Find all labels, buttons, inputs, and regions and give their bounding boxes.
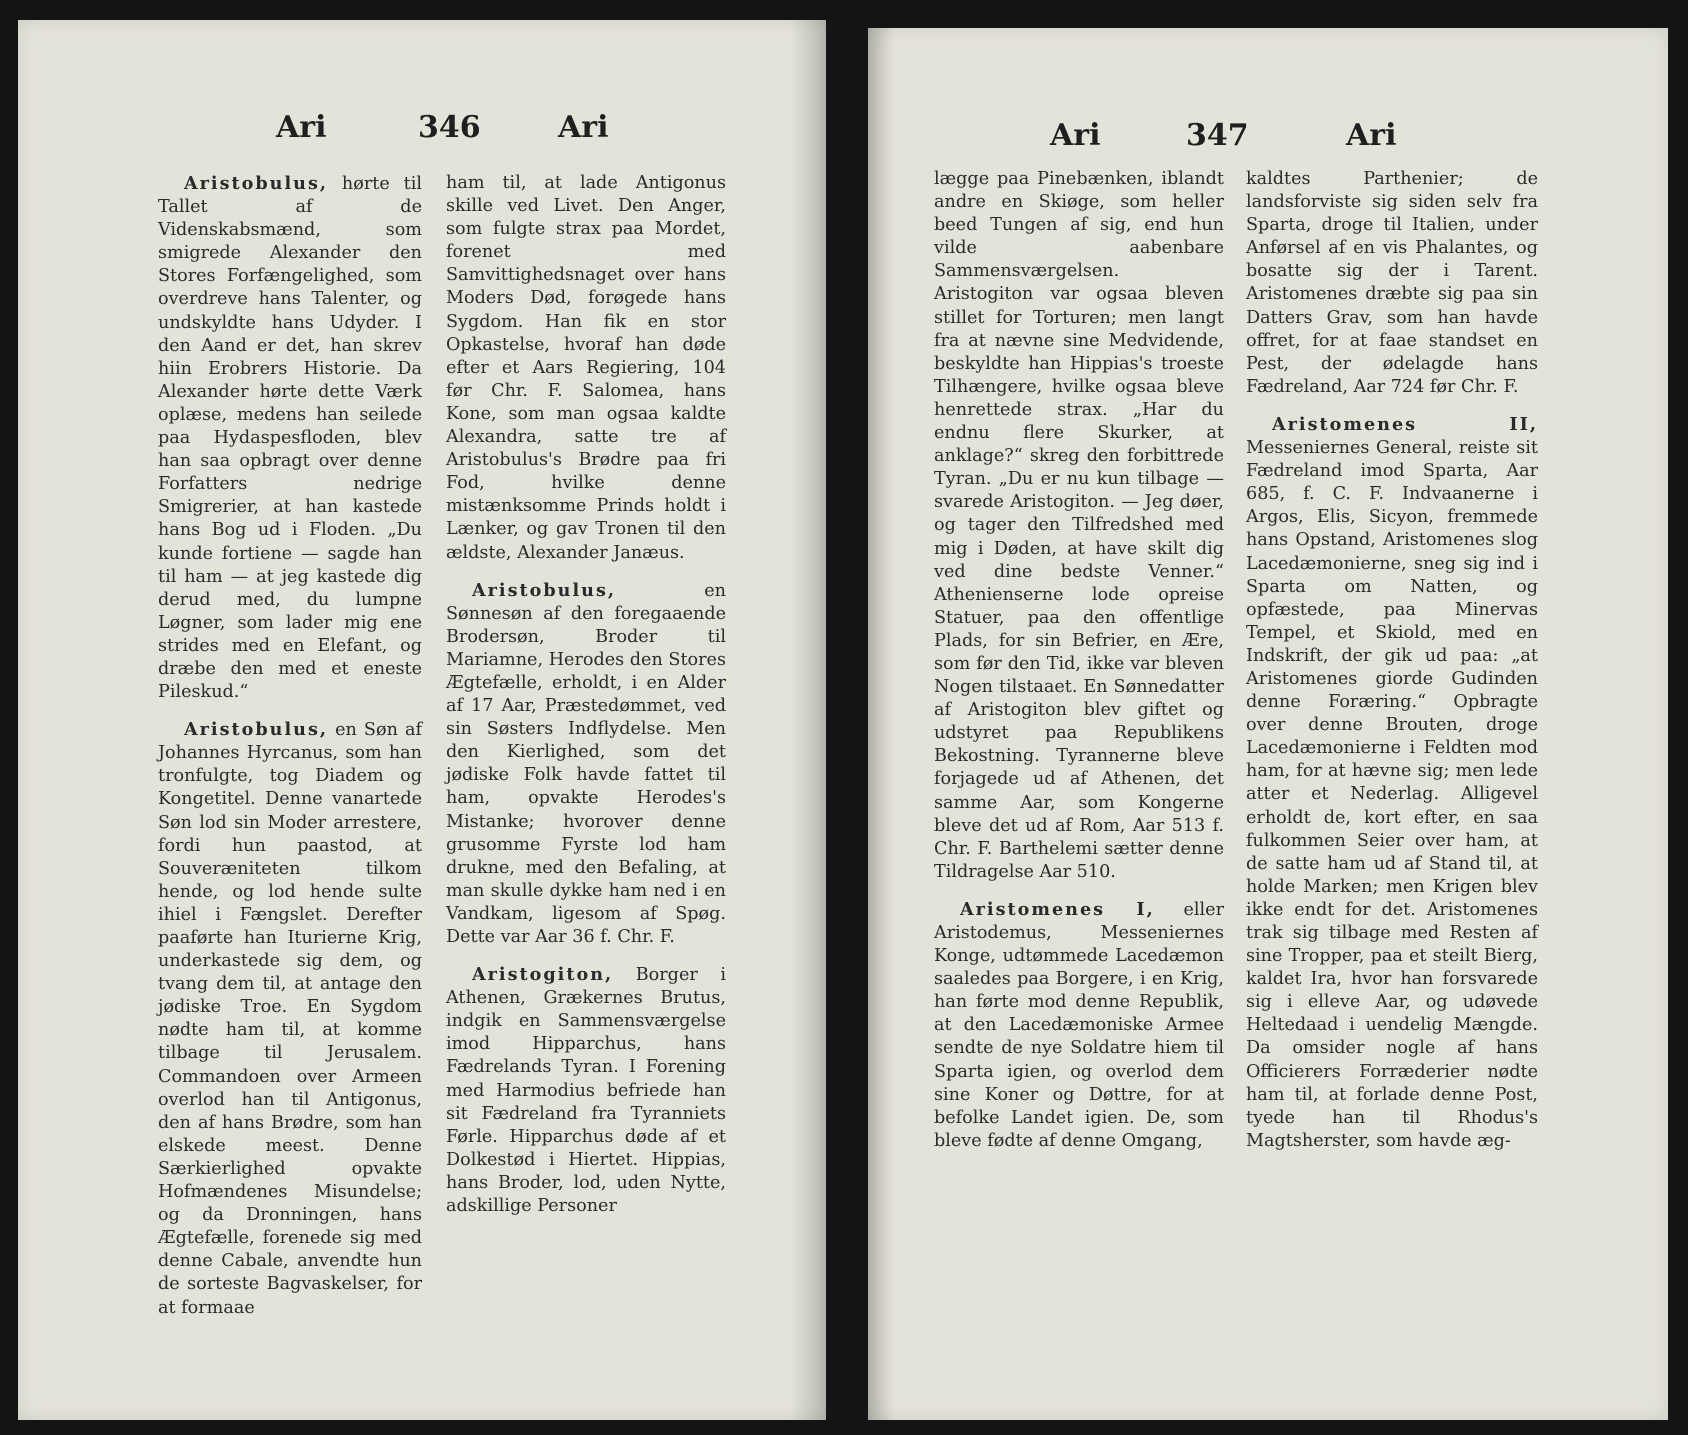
entry-aristogiton <box>446 963 726 1218</box>
entry-headword: Aristobulus, <box>184 173 328 194</box>
entry-text: eller Aristodemus, Messeniernes Konge, udtømmede Lacedæmon saaledes paa Borgere, i en Krig, han førte mod denne Republik, at den Lacedæmoniske Armee sendte de nye Soldatre hiem til Sparta igien, og overlod dem sine Koner og Døttre, for at befolke Landet igien. De, som bleve fødte af denne Omgang, <box>934 899 1224 1151</box>
entry-headword: Aristogiton, <box>472 964 614 986</box>
left-page-number: 346 <box>418 110 481 145</box>
entry-continuation <box>934 168 1224 884</box>
entry-headword: Aristomenes II, <box>1272 413 1538 435</box>
left-page-column-1 <box>158 172 422 1320</box>
left-page-header <box>18 110 826 160</box>
entry-continuation <box>446 172 726 565</box>
entry-continuation <box>1246 168 1538 399</box>
entry-headword: Aristobulus, <box>184 719 328 741</box>
right-page-header <box>868 118 1668 168</box>
entry-aristomenes-2 <box>1246 413 1538 1153</box>
left-page <box>18 20 826 1420</box>
entry-headword: Aristomenes I, <box>960 898 1155 920</box>
right-page-gutter-shadow <box>868 28 894 1420</box>
entry-headword: Aristobulus, <box>472 579 616 601</box>
entry-text: kaldtes Parthenier; de landsforviste sig siden selv fra Sparta, droge til Italien, under Anførsel af en vis Phalantes, og bosatte sig der i Tarent. Aristomenes dræbte sig paa sin Datters Grav, som han havde offret, for at faae standset en Pest, der ødelagde hans Fædreland, Aar 724 før Chr. F. <box>1246 169 1538 397</box>
entry-aristobulus-1 <box>158 172 422 704</box>
entry-text: Messeniernes General, reiste sit Fædreland imod Sparta, Aar 685, f. C. F. Indvaanerne i Argos, Elis, Sicyon, fremmede hans Opstand, Aristomenes slog Lacedæmonierne, sneg sig ind i Sparta om Natten, og opfæstede, paa Minervas Tempel, et Skiold, med en Indskrift, der gik ud paa: „at Aristomenes giorde Gudinden denne Foræring.“ Opbragte over denne Brouten, droge Lacedæmonierne i Feldten mod ham, for at hævne sig; men lede atter et Nederlag. Alligevel erholdt de, kort efter, en saa fulkommen Seier over ham, at de satte ham ud af Stand til, at holde Marken; men Krigen blev ikke endt for det. Aristomenes trak sig tilbage med Resten af sine Tropper, paa et steilt Bierg, kaldet Ira, hvor han forsvarede sig i elleve Aar, og udøvede Heltedaad i uendelig Mængde. Da omsider nogle af hans Officierers Forræderier nødte ham til, at forlade denne Post, tyede han til Rhodus's Magtsherster, som havde æg- <box>1246 438 1538 1151</box>
entry-text: en Søn af Johannes Hyrcanus, som han tronfulgte, tog Diadem og Kongetitel. Denne vanartede Søn lod sin Moder arrestere, fordi hun paastod, at Souveræniteten tilkom hende, og lod hende sulte ihiel i Fængslet. Derefter paaførte han Iturierne Krig, underkastede sig dem, og tvang dem til, at antage den jødiske Troe. En Sygdom nødte ham til, at komme tilbage til Jerusalem. Commandoen over Armeen overlod han til Antigonus, den af hans Brødre, som han elskede meest. Denne Særkierlighed opvakte Hofmændenes Misundelse; og da Dronningen, hans Ægtefælle, forenede sig med denne Cabale, anvendte hun de sorteste Bagvaskelser, for at formaae <box>158 720 423 1318</box>
entry-aristomenes-1 <box>934 898 1224 1153</box>
right-page <box>868 28 1668 1420</box>
entry-text: hørte til Tallet af de Videnskabsmænd, som smigrede Alexander den Stores Forfængelighed, som overdreve hans Talenter, og undskyldte hans Udyder. I den Aand er det, han skrev hiin Erobrers Historie. Da Alexander hørte dette Værk oplæse, medens han seilede paa Hydaspesfloden, blev han saa opbragt over denne Forfatters nedrige Smigrerier, at han kastede hans Bog ud i Floden. „Du kunde fortiene — sagde han til ham — at jeg kastede dig derud med, du lumpne Løgner, som lader mig ene strides med en Elefant, og dræbe den med et eneste Pileskud.“ <box>158 174 422 703</box>
entry-text: en Sønnesøn af den foregaaende Brodersøn, Broder til Mariamne, Herodes den Stores Ægtefælle, erholdt, i en Alder af 17 Aar, Præstedømmet, ved sin Søsters Indflydelse. Men den Kierlighed, som det jødiske Folk havde fattet til ham, opvakte Herodes's Mistanke; hvorover denne grusomme Fyrste lod ham drukne, med den Befaling, at man skulle dykke ham ned i en Vandkam, ligesom af Spøg. Dette var Aar 36 f. Chr. F. <box>446 580 726 947</box>
entry-text: Borger i Athenen, Grækernes Brutus, indgik en Sammensværgelse imod Hipparchus, hans Fædrelands Tyran. I Forening med Harmodius befriede han sit Fædreland fra Tyranniets Førle. Hipparchus døde af et Dolkestød i Hiertet. Hippias, hans Broder, lod, uden Nytte, adskillige Personer <box>446 965 726 1217</box>
right-page-column-2 <box>1246 168 1538 1153</box>
left-header-catchword-left: Ari <box>276 110 327 145</box>
left-page-column-2 <box>446 172 726 1218</box>
right-page-column-1 <box>934 168 1224 1153</box>
entry-aristobulus-2 <box>158 718 422 1319</box>
left-page-gutter-shadow <box>790 20 826 1420</box>
right-page-number: 347 <box>1186 118 1249 153</box>
entry-text: ham til, at lade Antigonus skille ved Livet. Den Anger, som fulgte strax paa Mordet, forenet med Samvittighedsnaget over hans Moders Død, forøgede hans Sygdom. Han fik en stor Opkastelse, hvoraf han døde efter et Aars Regiering, 104 før Chr. F. Salomea, hans Kone, som man ogsaa kaldte Alexandra, satte tre af Aristobulus's Brødre paa fri Fod, hvilke denne mistænksomme Prinds holdt i Lænker, og gav Tronen til den ældste, Alexander Janæus. <box>446 173 726 563</box>
left-header-catchword-right: Ari <box>558 110 609 145</box>
right-header-catchword-left: Ari <box>1050 118 1101 153</box>
entry-aristobulus-3 <box>446 579 726 950</box>
entry-text: lægge paa Pinebænken, iblandt andre en Skiøge, som heller beed Tungen af sig, end hun vilde aabenbare Sammensværgelsen. Aristogiton var ogsaa bleven stillet for Torturen; men langt fra at nævne sine Medvidende, beskyldte han Hippias's troeste Tilhængere, hvilke ogsaa bleve henrettede strax. „Har du endnu flere Skurker, at anklage?“ skreg den forbittrede Tyran. „Du er nu kun tilbage — svarede Aristogiton. — Jeg døer, og tager den Tilfredshed med mig i Døden, at have skilt dig ved dine bedste Venner.“ Athenienserne lode opreise Statuer, paa den offentlige Plads, for sin Befrier, en Ære, som før den Tid, ikke var bleven Nogen tilstaaet. En Sønnedatter af Aristogiton blev giftet og udstyret paa Republikens Bekostning. Tyrannerne bleve forjagede ud af Athenen, det samme Aar, som Kongerne bleve det ud af Rom, Aar 513 f. Chr. F. Barthelemi sætter denne Tildragelse Aar 510. <box>934 169 1224 882</box>
right-header-catchword-right: Ari <box>1346 118 1397 153</box>
